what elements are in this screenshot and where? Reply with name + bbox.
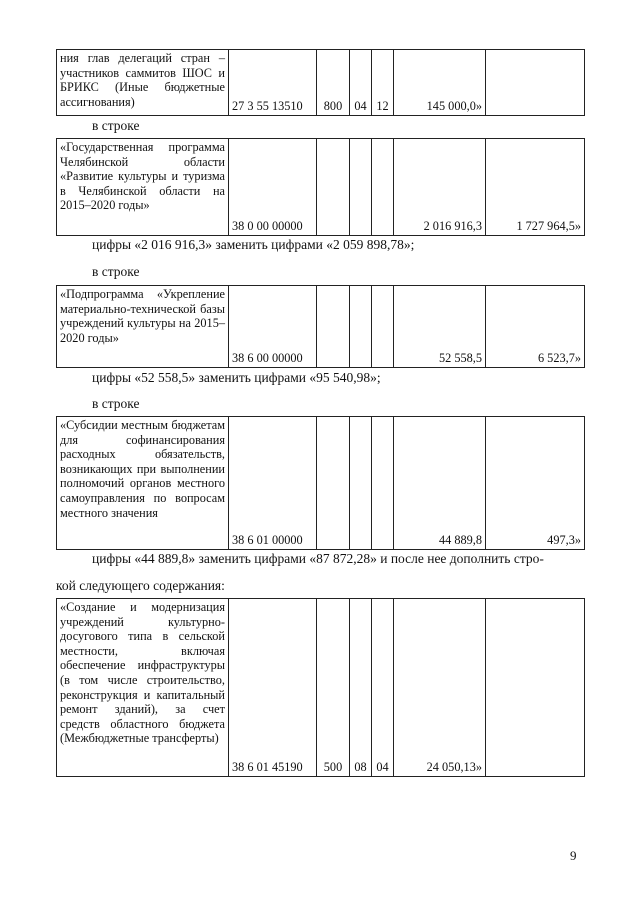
sum-2017: 52 558,5: [394, 286, 486, 368]
section-code: [350, 286, 372, 368]
sum-2018: 1 727 964,5»: [486, 139, 585, 236]
sum-2017: 2 016 916,3: [394, 139, 486, 236]
table-row: [57, 599, 585, 777]
sum-2018: 6 523,7»: [486, 286, 585, 368]
section-code: [350, 139, 372, 236]
instruction-replace: цифры «52 558,5» заменить цифрами «95 540,98»;: [92, 370, 381, 385]
expense-type-code: [317, 139, 350, 236]
target-article-code: 38 6 00 00000: [229, 286, 317, 368]
row-description: «Подпрограмма «Укрепление материально-технической базы учреждений культуры на 2015–2020 годы»: [57, 286, 229, 368]
instruction-in-row: в строке: [92, 118, 140, 133]
sum-2017: 44 889,8: [394, 417, 486, 550]
target-article-code: 38 6 01 45190: [229, 599, 317, 777]
subsection-code: 12: [372, 50, 394, 116]
expense-type-code: 500: [317, 599, 350, 777]
row-description: «Субсидии местным бюджетам для софинансирования расходных обязательств, возникающих при выполнении полномочий органов местного самоуправления по вопросам местного значения: [57, 417, 229, 550]
subsection-code: [372, 417, 394, 550]
budget-table-1: [56, 49, 585, 116]
sum-2018: [486, 50, 585, 116]
table-row: [57, 286, 585, 368]
row-description: «Государственная программа Челябинской области «Развитие культуры и туризма в Челябинской области на 2015–2020 годы»: [57, 139, 229, 236]
instruction-replace: цифры «44 889,8» заменить цифрами «87 872,28» и после нее дополнить стро-: [92, 551, 544, 566]
budget-table-4: [56, 416, 585, 550]
instruction-replace: цифры «2 016 916,3» заменить цифрами «2 059 898,78»;: [92, 237, 415, 252]
section-code: 08: [350, 599, 372, 777]
row-description: ния глав делегаций стран – участников саммитов ШОС и БРИКС (Иные бюджетные ассигнования): [57, 50, 229, 116]
budget-table-5: [56, 598, 585, 777]
instruction-in-row: в строке: [92, 396, 140, 411]
target-article-code: 38 6 01 00000: [229, 417, 317, 550]
table-row: [57, 417, 585, 550]
subsection-code: [372, 286, 394, 368]
instruction-in-row: в строке: [92, 264, 140, 279]
sum-2017: 24 050,13»: [394, 599, 486, 777]
sum-2018: 497,3»: [486, 417, 585, 550]
sum-2017: 145 000,0»: [394, 50, 486, 116]
table-row: [57, 50, 585, 116]
row-description: «Создание и модернизация учреждений культурно-досугового типа в сельской местности, включая обеспечение инфраструктуры (в том числе строительство, реконструкция и капитальный ремонт зданий), за счет средств областного бюджета (Межбюджетные трансферты): [57, 599, 229, 777]
instruction-continuation: кой следующего содержания:: [56, 578, 225, 593]
section-code: 04: [350, 50, 372, 116]
sum-2018: [486, 599, 585, 777]
table-row: [57, 139, 585, 236]
expense-type-code: [317, 417, 350, 550]
page-number: 9: [570, 848, 577, 863]
subsection-code: 04: [372, 599, 394, 777]
subsection-code: [372, 139, 394, 236]
expense-type-code: 800: [317, 50, 350, 116]
target-article-code: 38 0 00 00000: [229, 139, 317, 236]
budget-table-3: [56, 285, 585, 368]
expense-type-code: [317, 286, 350, 368]
target-article-code: 27 3 55 13510: [229, 50, 317, 116]
section-code: [350, 417, 372, 550]
budget-table-2: [56, 138, 585, 236]
